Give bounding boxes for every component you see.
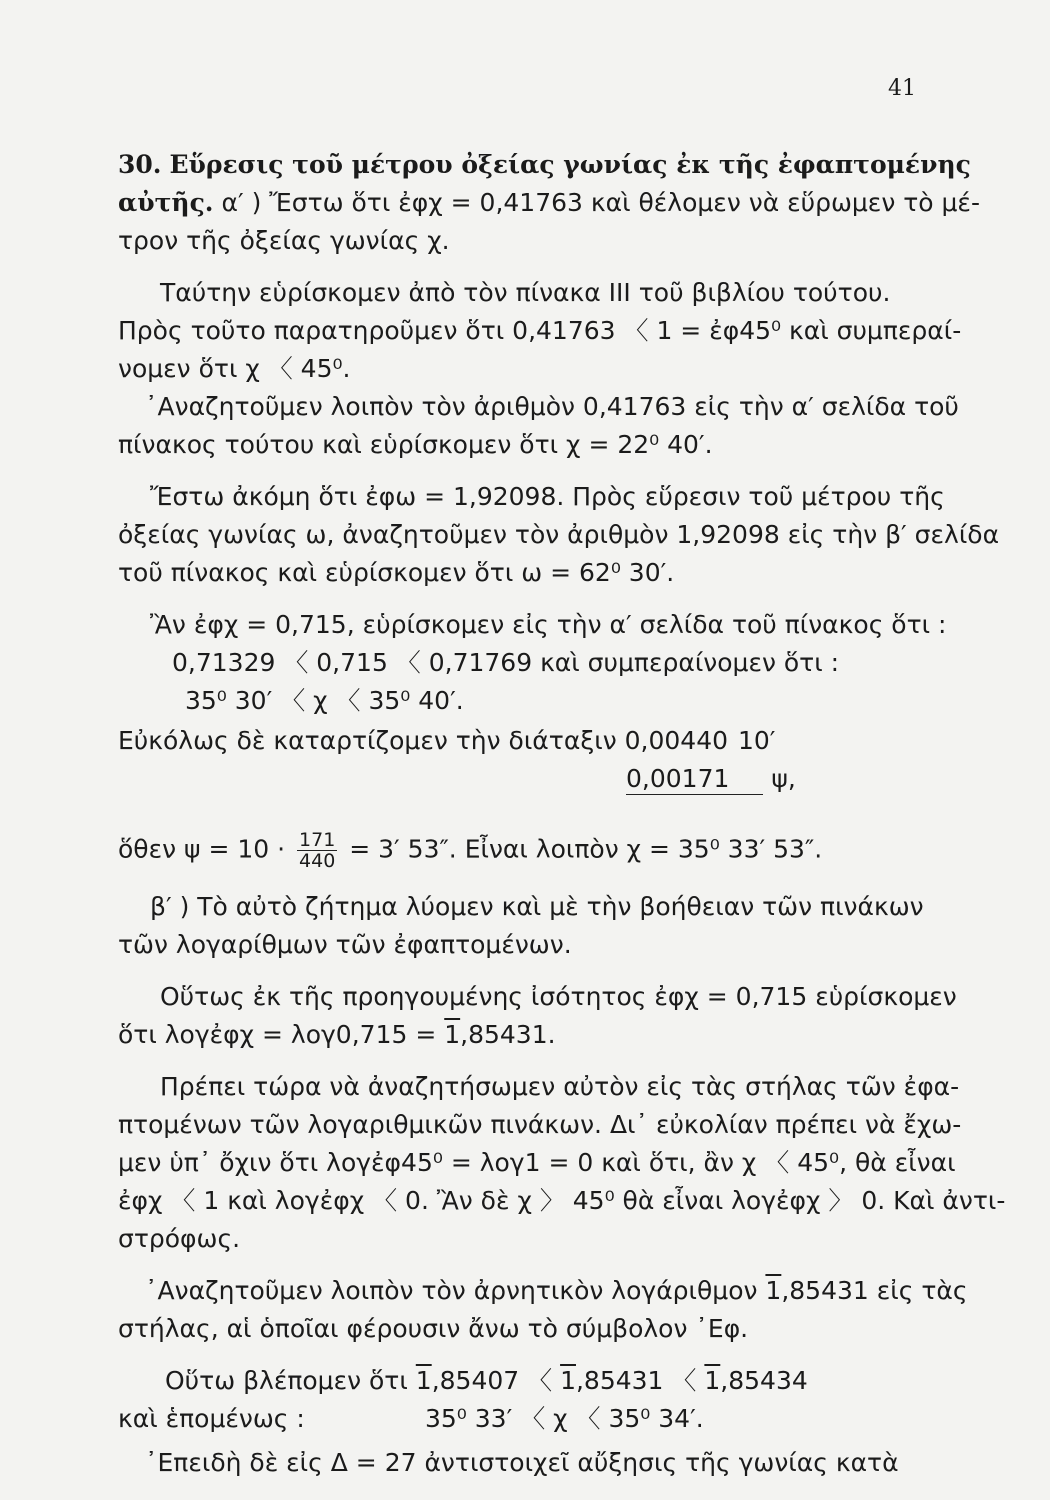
bar-digit: 1 — [415, 1366, 432, 1395]
arrangement-text: Εὐκόλως δὲ καταρτίζομεν τὴν διάταξιν 0,00440 — [118, 726, 729, 755]
para-6-line-2 — [118, 1020, 556, 1050]
section-heading-line-1 — [118, 150, 971, 180]
para-1-line-1: Ταύτην εὑρίσκομεν ἀπὸ τὸν πίνακα III τοῦ βιβλίου τούτου. — [160, 278, 891, 307]
para-8-text: ᾿Αναζητοῦμεν λοιπὸν τὸν ἀρνητικὸν λογάριθμον — [145, 1276, 766, 1305]
para-3-line-1: Ἔστω ἀκόμη ὅτι ἐφω = 1,92098. Πρὸς εὕρεσιν τοῦ μέτρου τῆς — [150, 482, 945, 511]
para-9-text: Οὕτω βλέπομεν ὅτι — [165, 1366, 416, 1395]
para-1-line-3: νομεν ὅτι χ 〈 45⁰. — [118, 354, 351, 383]
section-number: 30. — [118, 150, 162, 179]
value-3: ,85434 — [720, 1366, 808, 1395]
para-5-line-1: β′ ) Τὸ αὐτὸ ζήτημα λύομεν καὶ μὲ τὴν βοήθειαν τῶν πινάκων — [150, 892, 924, 921]
para-9-text-2: καὶ ἑπομένως : — [118, 1404, 305, 1433]
bar-digit: 1 — [444, 1020, 461, 1049]
arrangement-psi: ψ, — [771, 764, 796, 793]
para-4-arrangement — [118, 726, 728, 756]
bar-digit: 1 — [765, 1276, 782, 1305]
para-4-result — [118, 830, 822, 871]
para-9-angles: 35⁰ 33′ 〈 χ 〈 35⁰ 34′. — [425, 1404, 704, 1433]
section-title-cont: αὐτῆς. — [118, 188, 214, 217]
result-post: = 3′ 53″. Εἶναι λοιπὸν χ = 35⁰ 33′ 53″. — [349, 834, 823, 864]
para-2-line-1: ᾿Αναζητοῦμεν λοιπὸν τὸν ἀριθμὸν 0,41763 εἰς τὴν α′ σελίδα τοῦ — [145, 392, 959, 421]
para-7-line-2: πτομένων τῶν λογαριθμικῶν πινάκων. Δι᾿ εὐκολίαν πρέπει νὰ ἔχω- — [118, 1110, 962, 1139]
fraction — [297, 830, 337, 871]
fraction-denominator: 440 — [299, 850, 336, 872]
para-2-line-2: πίνακος τούτου καὶ εὑρίσκομεν ὅτι χ = 22⁰ 40′. — [118, 430, 713, 459]
arrangement-row-2 — [626, 764, 796, 795]
section-heading-line-2 — [118, 188, 980, 218]
value-2: ,85431 — [575, 1366, 664, 1395]
para-8-value: ,85431 εἰς τὰς — [781, 1276, 968, 1305]
bar-digit: 1 — [704, 1366, 721, 1395]
fraction-numerator: 171 — [299, 829, 336, 851]
para-1-line-2: Πρὸς τοῦτο παρατηροῦμεν ὅτι 0,41763 〈 1 = ἐφ45⁰ καὶ συμπεραί- — [118, 316, 962, 345]
arrangement-value-10: 10′ — [738, 726, 776, 755]
para-8-line-1 — [145, 1276, 968, 1306]
para-6-text: ὅτι λογἐφχ = λογ0,715 = — [118, 1020, 445, 1049]
bar-digit: 1 — [560, 1366, 576, 1395]
para-8-line-2: στήλας, αἱ ὁποῖαι φέρουσιν ἄνω τὸ σύμβολον ᾿Εφ. — [118, 1314, 749, 1343]
result-pre: ὅθεν ψ = 10 · — [118, 834, 286, 864]
para-4-inequality-2: 35⁰ 30′ 〈 χ 〈 35⁰ 40′. — [185, 686, 464, 715]
para-4-inequality-1: 0,71329 〈 0,715 〈 0,71769 καὶ συμπεραίνομεν ὅτι : — [172, 648, 840, 677]
para-3-line-3: τοῦ πίνακος καὶ εὑρίσκομεν ὅτι ω = 62⁰ 30′. — [118, 558, 675, 587]
arrangement-value-underlined: 0,00171 — [626, 764, 763, 795]
para-7-line-4: ἐφχ 〈 1 καὶ λογἐφχ 〈 0. Ἂν δὲ χ 〉 45⁰ θὰ εἶναι λογἐφχ 〉 0. Καὶ ἀντι- — [118, 1186, 1006, 1215]
section-intro: α′ ) Ἔστω ὅτι ἐφχ = 0,41763 καὶ θέλομεν νὰ εὕρωμεν τὸ μέ- — [221, 188, 980, 217]
page-number: 41 — [888, 76, 916, 101]
section-title: Εὕρεσις τοῦ μέτρου ὀξείας γωνίας ἐκ τῆς ἐφαπτομένης — [169, 150, 971, 179]
para-9-line-1: Οὕτω βλέπομεν ὅτι 1,85407 〈 1,85431 〈 1,85434 — [165, 1366, 808, 1395]
para-3-line-2: ὀξείας γωνίας ω, ἀναζητοῦμεν τὸν ἀριθμὸν 1,92098 εἰς τὴν β′ σελίδα — [118, 520, 1000, 549]
para-7-line-5: στρόφως. — [118, 1224, 241, 1253]
para-7-line-1: Πρέπει τώρα νὰ ἀναζητήσωμεν αὐτὸν εἰς τὰς στήλας τῶν ἐφα- — [160, 1072, 960, 1101]
para-4-line-1: Ἂν ἐφχ = 0,715, εὑρίσκομεν εἰς τὴν α′ σελίδα τοῦ πίνακος ὅτι : — [150, 610, 947, 639]
para-5-line-2: τῶν λογαρίθμων τῶν ἐφαπτομένων. — [118, 930, 572, 959]
para-10-line-1: ᾿Επειδὴ δὲ εἰς Δ = 27 ἀντιστοιχεῖ αὔξησις τῆς γωνίας κατὰ — [145, 1448, 899, 1477]
section-intro-line-3: τρον τῆς ὀξείας γωνίας χ. — [118, 226, 450, 255]
para-9-line-2 — [118, 1404, 305, 1434]
para-7-line-3: μεν ὑπ᾿ ὄχιν ὅτι λογἐφ45⁰ = λογ1 = 0 καὶ ὅτι, ἂν χ 〈 45⁰, θὰ εἶναι — [118, 1148, 956, 1177]
para-6-line-1: Οὕτως ἐκ τῆς προηγουμένης ἰσότητος ἐφχ = 0,715 εὑρίσκομεν — [160, 982, 957, 1011]
para-6-value: ,85431. — [460, 1020, 556, 1049]
value-1: ,85407 — [431, 1366, 520, 1395]
